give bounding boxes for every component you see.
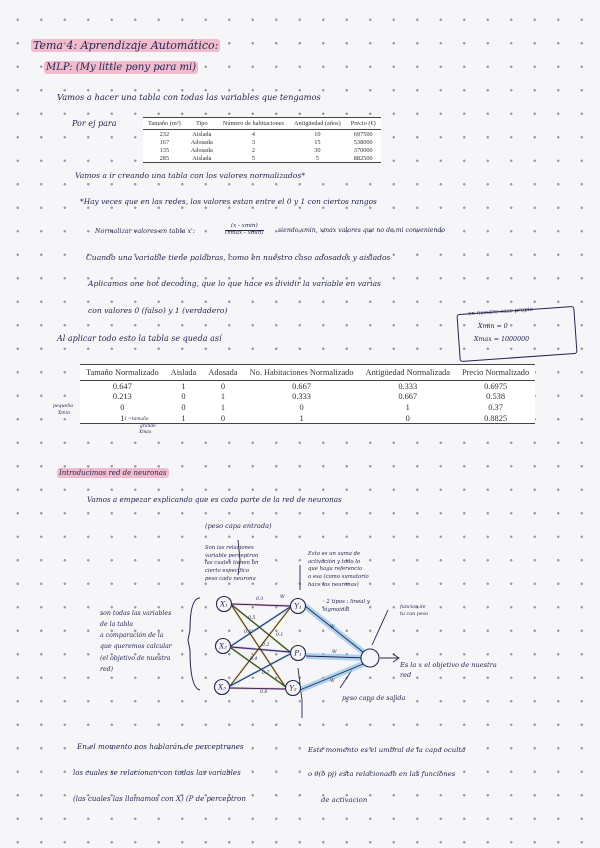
table-cell: 882500 xyxy=(346,154,381,163)
table-cell: 1 xyxy=(181,381,186,391)
variables-line: que queremos calcular xyxy=(100,643,172,651)
page-title: Tema 4: Aprendizaje Automático: xyxy=(33,39,219,52)
line-normalizar: Normalizar valores en tabla x': xyxy=(95,227,195,235)
line-cuando: Cuando una variable tiene palabras, como en nuestro caso adosados y aislados xyxy=(86,253,391,262)
table-cell: 0.333 xyxy=(292,392,311,402)
variables-line: son todas las variables xyxy=(100,610,172,617)
side-note-xmax-c: Xmax xyxy=(139,430,152,435)
table-cell: 0.37 xyxy=(488,402,503,412)
weight-label: 0.6 xyxy=(244,630,252,635)
section-redes-text: Introducimos red de neuronas xyxy=(59,469,167,477)
table-cell: 167 xyxy=(159,138,170,146)
pointer-line xyxy=(372,610,388,645)
column-header: Precio Normalizado xyxy=(456,365,535,381)
sumatorio-line: activación y todo lo xyxy=(308,558,361,565)
objetivo-line: red xyxy=(400,670,412,679)
column-header: Número de habitaciones xyxy=(218,118,289,130)
line-relacionan: los cuales se relacionan con todas las variables xyxy=(73,769,241,777)
node-label: X₁ xyxy=(220,600,228,609)
table-cell: 0 xyxy=(360,413,456,424)
table-cell: 0 xyxy=(220,381,226,391)
column-header: Tamaño Normalizado xyxy=(80,365,165,381)
table-cell: 15 xyxy=(314,138,321,146)
column-header: Tamaño (m²) xyxy=(143,118,186,130)
node-label: Y₂ xyxy=(289,684,297,693)
table-cell: 0.538 xyxy=(486,392,505,402)
weight-label: 0.7 xyxy=(262,671,270,676)
column-header: No. Habitaciones Normalizado xyxy=(244,365,360,381)
funcion-line: tu can peso xyxy=(400,611,428,617)
table-cell: 0.333 xyxy=(398,381,418,391)
table-cell: Aislada xyxy=(186,154,218,163)
table-cell: 2 xyxy=(251,146,255,154)
table-cell: 5 xyxy=(218,154,289,163)
table-cell: 0.647 xyxy=(112,381,132,391)
table-cell: 0.213 xyxy=(112,392,132,402)
edge xyxy=(300,662,368,690)
table-cell: 1 xyxy=(220,392,226,402)
weight-label: W xyxy=(332,650,337,655)
relaciones-line: cierto especifico xyxy=(205,568,250,575)
line-perceptrones: En el momento nos hablarán de perceptrones xyxy=(77,742,244,751)
sumatorio-line: hace las neuronas) xyxy=(308,581,359,588)
line-al-aplicar: Al aplicar todo esto la tabla se queda así xyxy=(57,334,222,343)
label-peso-entrada: (peso capa entrada) xyxy=(205,522,272,530)
weight-label: 0.4 xyxy=(250,657,258,662)
objetivo-line: Es la x el objetivo de nuestra xyxy=(400,661,497,669)
line-por-ej: Por ej para xyxy=(72,119,117,128)
table-cell: 0 xyxy=(202,413,243,424)
box-line-2: Xmin = 0 xyxy=(478,323,508,330)
variables-line: de la tabla xyxy=(100,621,134,629)
weight-label: 0.8 xyxy=(260,690,268,695)
weight-label: 0.1 xyxy=(276,633,284,638)
line-llamamos: (las cuales las llamamos con X) (P de perceptron xyxy=(73,795,246,803)
line-umbral: Este momento es el umbral de la capa oculta xyxy=(308,746,466,754)
box-line-1: en nuestro caso propio xyxy=(467,306,534,318)
table-cell: 0 xyxy=(299,402,304,412)
table-cell: 0.667 xyxy=(398,392,418,402)
sigmoidal-line: · 2 tipos : lineal y xyxy=(323,599,370,605)
sumatorio-line: que haga referencia xyxy=(308,566,363,573)
weight-label: 0.3 xyxy=(256,597,264,602)
label-peso-salida: peso capa de salida xyxy=(342,694,406,702)
table-cell: 3 xyxy=(251,138,255,146)
mlp-subtitle-text: MLP: (My little pony para mi) xyxy=(46,62,197,73)
column-header: Aislada xyxy=(165,365,203,381)
table-cell: 1 xyxy=(244,413,360,424)
relaciones-line: variable perceptron xyxy=(205,552,259,559)
weight-label: 0.5 xyxy=(248,616,256,621)
output-node xyxy=(361,649,379,667)
table-cell: 10 xyxy=(314,130,321,138)
table-cell: 0.6975 xyxy=(484,381,508,391)
column-header: Adosada xyxy=(202,365,243,381)
table-cell: 285 xyxy=(143,154,186,163)
line-creando: Vamos a ir creando una tabla con los valores normalizados* xyxy=(75,171,306,180)
side-note-xmin: Xmin xyxy=(58,411,71,416)
line-empezar: Vamos a empezar explicando que es cada parte de la red de neuronas xyxy=(87,495,342,504)
column-header: Antigüedad Normalizada xyxy=(360,365,456,381)
relaciones-line: peso cada neurona xyxy=(205,575,256,582)
variables-line: red) xyxy=(100,665,113,673)
table-cell: 0 xyxy=(181,392,186,402)
weight-label: W xyxy=(280,595,285,600)
line-normalizar-siendo: siendo xmin, xmax valores que no de mi conveniendo xyxy=(278,227,446,234)
box-line-3: Xmax = 1000000 xyxy=(474,336,530,343)
line-tabla: Vamos a hacer una tabla con todas las variables que tengamos xyxy=(57,92,321,102)
table-cell: 0.8825 xyxy=(456,413,535,424)
line-aplicamos: Aplicamos one hot decoding, que lo que hace es dividir la variable en varias xyxy=(88,279,381,288)
column-header: Tipo xyxy=(186,118,218,130)
line-activacion: de activacion xyxy=(321,796,368,804)
table-cell: 1 xyxy=(80,413,165,424)
relaciones-line: Son las relaciones xyxy=(205,545,254,551)
sumatorio-line: Esto es un suma de xyxy=(308,551,361,557)
table-cell: 1 xyxy=(405,402,410,412)
table-cell: Adosada xyxy=(190,138,213,146)
table-cell: 135 xyxy=(159,146,170,154)
variables-line: (el objetivo de nuestra xyxy=(100,654,171,662)
node-label: X₃ xyxy=(218,683,226,692)
table-cell: 1 xyxy=(220,402,226,412)
funcion-line: funcion de xyxy=(400,605,426,610)
column-header: Antigüedad (años) xyxy=(289,118,346,130)
edge xyxy=(231,607,290,646)
weight-label: W xyxy=(330,679,335,684)
edge xyxy=(305,606,368,656)
table-cell: 538000 xyxy=(353,138,373,146)
node-label: P₁ xyxy=(294,649,302,658)
table-cell: 232 xyxy=(159,130,170,138)
column-header: Precio (€) xyxy=(346,118,381,130)
formula-numerator: (x - xmin) xyxy=(225,224,264,231)
table-cell: Aislada xyxy=(192,130,212,138)
table-cell: 0.667 xyxy=(292,381,311,391)
table-cell: 0 xyxy=(120,402,125,412)
sumatorio-line: a esa (como sumatorio xyxy=(308,574,369,581)
pointer-line xyxy=(238,540,240,575)
table-cell: 5 xyxy=(289,154,346,163)
weight-label: 0.2 xyxy=(262,643,270,648)
line-hay-veces: *Hay veces que en las redes, los valores estan entre el 0 y 1 con ciertos rangos xyxy=(80,197,377,206)
table-cell: 370000 xyxy=(353,146,373,154)
node-label: X₂ xyxy=(219,642,227,651)
node-label: Y₁ xyxy=(294,602,302,611)
sigmoidal-line: sigmoidal xyxy=(323,606,350,613)
side-note-xmax-b: grande xyxy=(140,424,156,429)
relaciones-line: las cuales tienen un xyxy=(205,560,259,567)
side-note-pequena: pequeña xyxy=(53,404,73,409)
variables-line: a comparación de la xyxy=(100,632,164,640)
input-bracket xyxy=(188,598,200,690)
table-cell: Adosada xyxy=(190,146,213,154)
weight-label: W xyxy=(330,625,335,630)
side-note-xmax-a: 1 =tamaño xyxy=(124,417,149,422)
table-cell: 0 xyxy=(181,402,186,412)
table-cell: 697500 xyxy=(353,130,373,138)
table-cell: 4 xyxy=(251,130,255,138)
table-cell: 30 xyxy=(314,146,321,154)
formula-denominator: (xmax - xmin) xyxy=(225,229,264,236)
table-cell: 1 xyxy=(165,413,203,424)
line-o-capa: o θ(o pj) esta relacionado en las funciones xyxy=(308,770,456,778)
line-con-valores: con valores 0 (falso) y 1 (verdadero) xyxy=(88,306,228,315)
